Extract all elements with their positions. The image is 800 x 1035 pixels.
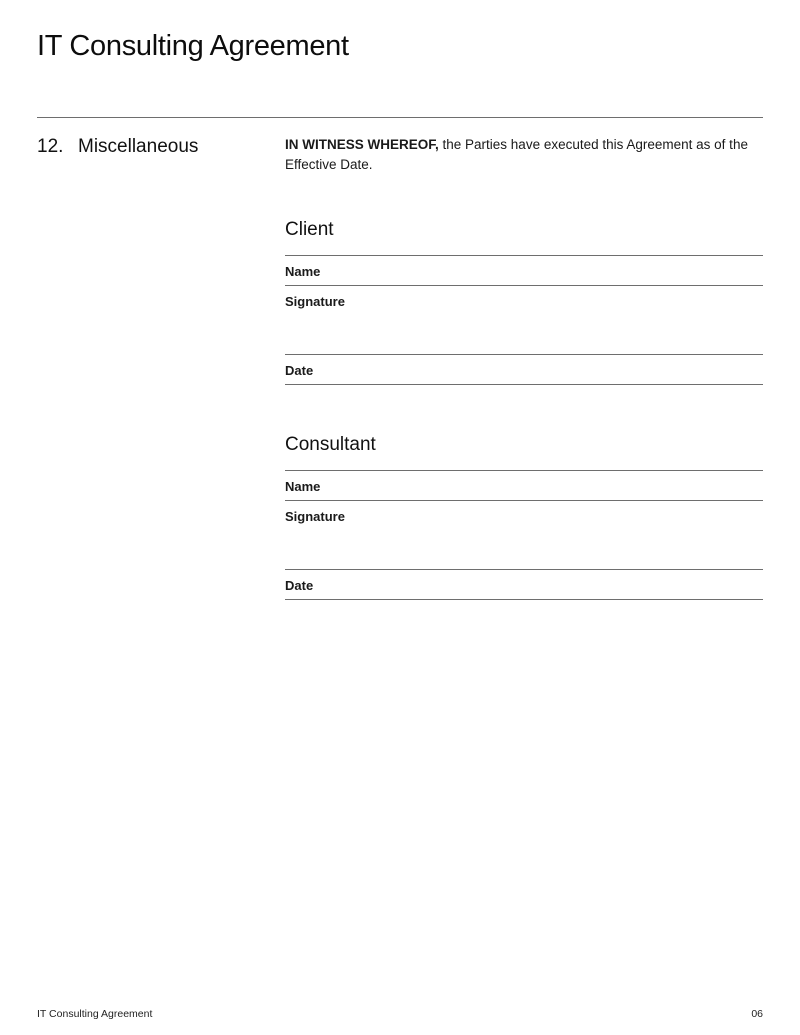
- header-divider: [37, 117, 763, 118]
- party-heading-client: Client: [285, 219, 334, 240]
- page-number: 06: [751, 1008, 763, 1020]
- divider: [285, 384, 763, 385]
- client-date-field[interactable]: Date: [285, 363, 314, 378]
- document-title: IT Consulting Agreement: [37, 30, 349, 62]
- footer-document-title: IT Consulting Agreement: [37, 1008, 153, 1020]
- section-title: Miscellaneous: [78, 136, 199, 157]
- section-number: 12.: [37, 136, 64, 157]
- witness-bold-lead: IN WITNESS WHEREOF,: [285, 137, 439, 152]
- client-signature-field[interactable]: Signature: [285, 294, 345, 309]
- witness-paragraph: [285, 135, 763, 175]
- consultant-signature-field[interactable]: Signature: [285, 509, 345, 524]
- party-heading-consultant: Consultant: [285, 434, 376, 455]
- divider: [285, 599, 763, 600]
- consultant-name-field[interactable]: Name: [285, 479, 321, 494]
- consultant-date-field[interactable]: Date: [285, 578, 314, 593]
- signature-block-client: [285, 218, 763, 385]
- client-name-field[interactable]: Name: [285, 264, 321, 279]
- signature-block-consultant: [285, 433, 763, 600]
- witness-text: the Parties have executed this Agreement as of the Effective Date.: [285, 137, 748, 172]
